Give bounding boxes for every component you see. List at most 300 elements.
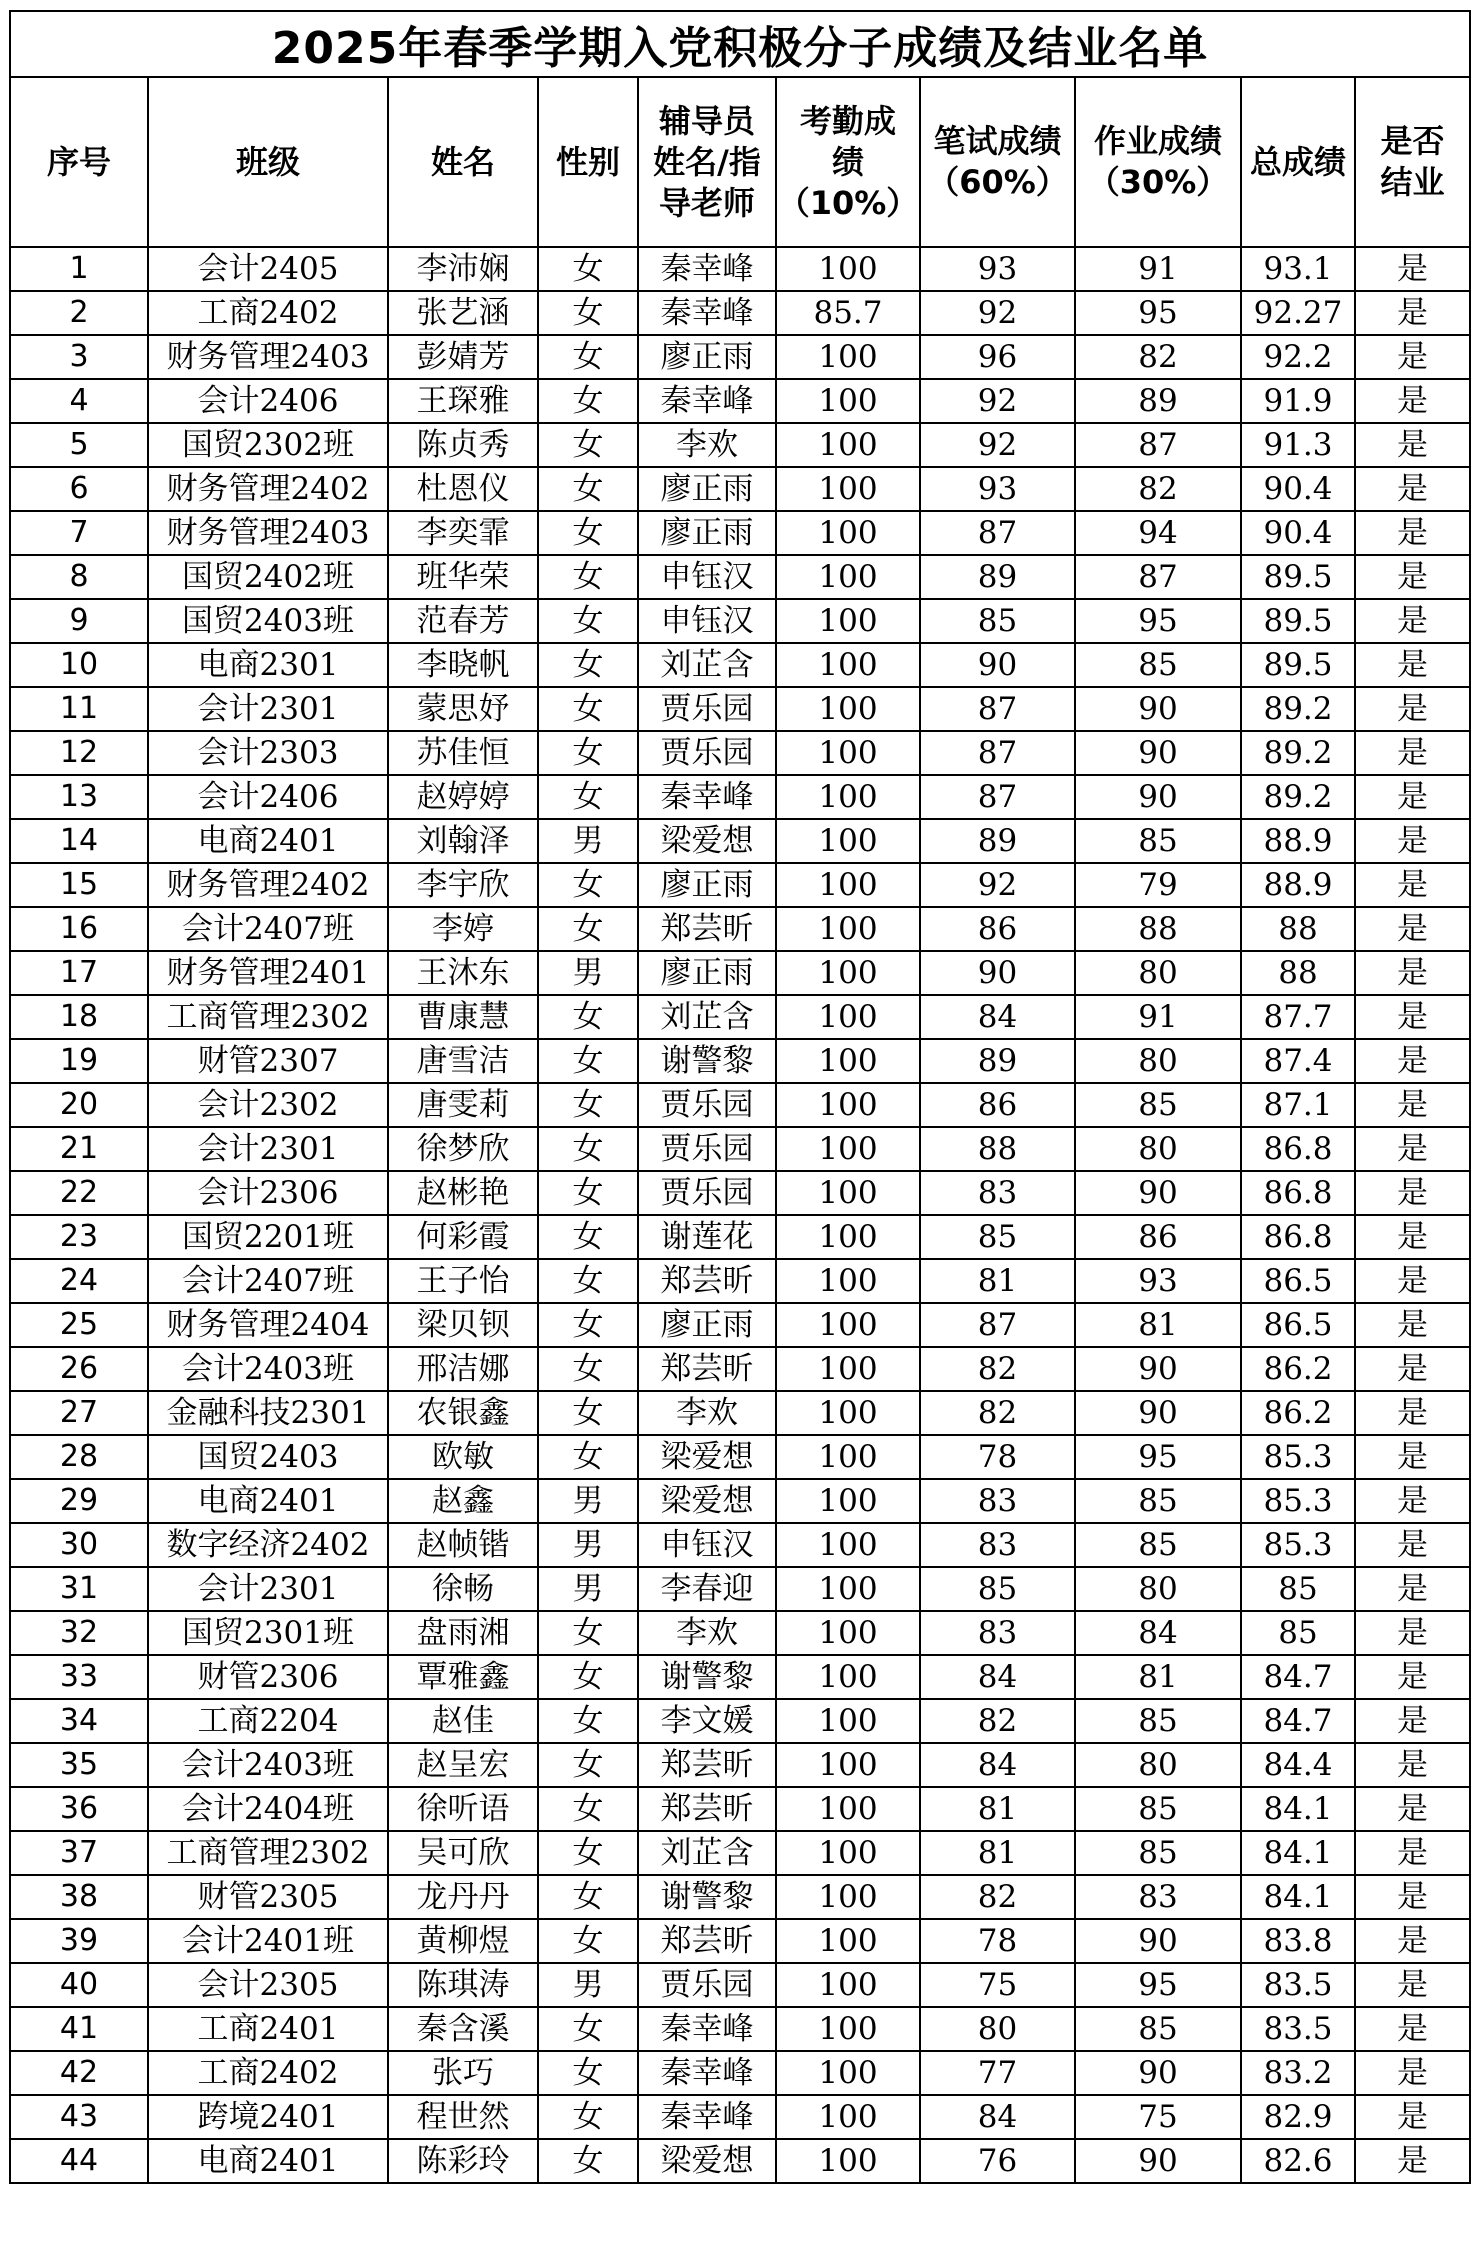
- class-cell: 工商管理2302: [148, 995, 388, 1039]
- table-row: [10, 1831, 1470, 1875]
- homework-cell: 80: [1075, 1039, 1241, 1083]
- homework-cell: 81: [1075, 1303, 1241, 1347]
- gender-cell: 女: [538, 2139, 638, 2183]
- written-cell: 89: [920, 819, 1075, 863]
- gender-cell: 女: [538, 335, 638, 379]
- graduated-cell: 是: [1355, 1391, 1470, 1435]
- gender-cell: 女: [538, 1259, 638, 1303]
- class-cell: 会计2301: [148, 1127, 388, 1171]
- name-cell: 赵鑫: [388, 1479, 538, 1523]
- class-cell: 财管2307: [148, 1039, 388, 1083]
- total-cell: 90.4: [1241, 511, 1355, 555]
- name-cell: 陈彩玲: [388, 2139, 538, 2183]
- name-cell: 陈琪涛: [388, 1963, 538, 2007]
- written-cell: 89: [920, 555, 1075, 599]
- gender-cell: 女: [538, 1039, 638, 1083]
- class-cell: 会计2401班: [148, 1919, 388, 1963]
- class-cell: 数字经济2402: [148, 1523, 388, 1567]
- written-cell: 80: [920, 2007, 1075, 2051]
- header-attendance: [776, 77, 920, 247]
- written-cell: 86: [920, 1083, 1075, 1127]
- homework-cell: 85: [1075, 1083, 1241, 1127]
- total-cell: 85.3: [1241, 1435, 1355, 1479]
- advisor-cell: 李欢: [638, 1611, 776, 1655]
- graduated-cell: 是: [1355, 467, 1470, 511]
- table-row: [10, 335, 1470, 379]
- advisor-cell: 廖正雨: [638, 335, 776, 379]
- class-cell: 会计2302: [148, 1083, 388, 1127]
- header-attendance-line: （10%）: [777, 183, 919, 222]
- table-row: [10, 951, 1470, 995]
- written-cell: 93: [920, 467, 1075, 511]
- table-row: [10, 687, 1470, 731]
- table-row: [10, 2095, 1470, 2139]
- name-cell: 赵婷婷: [388, 775, 538, 819]
- homework-cell: 80: [1075, 1127, 1241, 1171]
- total-cell: 89.5: [1241, 599, 1355, 643]
- header-graduated: [1355, 77, 1470, 247]
- total-cell: 85.3: [1241, 1479, 1355, 1523]
- homework-cell: 75: [1075, 2095, 1241, 2139]
- advisor-cell: 李文媛: [638, 1699, 776, 1743]
- written-cell: 92: [920, 291, 1075, 335]
- name-cell: 程世然: [388, 2095, 538, 2139]
- total-cell: 90.4: [1241, 467, 1355, 511]
- seq-cell: 38: [10, 1875, 148, 1919]
- graduated-cell: 是: [1355, 731, 1470, 775]
- name-cell: 唐雯莉: [388, 1083, 538, 1127]
- advisor-cell: 郑芸昕: [638, 1787, 776, 1831]
- graduated-cell: 是: [1355, 995, 1470, 1039]
- seq-cell: 6: [10, 467, 148, 511]
- table-row: [10, 599, 1470, 643]
- written-cell: 83: [920, 1171, 1075, 1215]
- homework-cell: 85: [1075, 1787, 1241, 1831]
- gender-cell: 女: [538, 247, 638, 291]
- seq-cell: 40: [10, 1963, 148, 2007]
- seq-cell: 9: [10, 599, 148, 643]
- advisor-cell: 申钰汉: [638, 1523, 776, 1567]
- header-attendance-line: 绩: [831, 142, 864, 181]
- graduated-cell: 是: [1355, 687, 1470, 731]
- graduated-cell: 是: [1355, 1699, 1470, 1743]
- class-cell: 财务管理2403: [148, 335, 388, 379]
- attendance-cell: 100: [776, 1655, 920, 1699]
- homework-cell: 84: [1075, 1611, 1241, 1655]
- graduated-cell: 是: [1355, 423, 1470, 467]
- attendance-cell: 100: [776, 1743, 920, 1787]
- class-cell: 会计2403班: [148, 1347, 388, 1391]
- attendance-cell: 100: [776, 335, 920, 379]
- attendance-cell: 100: [776, 951, 920, 995]
- seq-cell: 5: [10, 423, 148, 467]
- seq-cell: 36: [10, 1787, 148, 1831]
- name-cell: 张巧: [388, 2051, 538, 2095]
- graduated-cell: 是: [1355, 599, 1470, 643]
- graduated-cell: 是: [1355, 1083, 1470, 1127]
- attendance-cell: 100: [776, 1303, 920, 1347]
- name-cell: 杜恩仪: [388, 467, 538, 511]
- advisor-cell: 谢警黎: [638, 1039, 776, 1083]
- name-cell: 陈贞秀: [388, 423, 538, 467]
- name-cell: 范春芳: [388, 599, 538, 643]
- gender-cell: 女: [538, 731, 638, 775]
- class-cell: 国贸2403班: [148, 599, 388, 643]
- name-cell: 李奕霏: [388, 511, 538, 555]
- seq-cell: 8: [10, 555, 148, 599]
- class-cell: 会计2407班: [148, 1259, 388, 1303]
- seq-cell: 35: [10, 1743, 148, 1787]
- class-cell: 财务管理2404: [148, 1303, 388, 1347]
- table-row: [10, 995, 1470, 1039]
- written-cell: 78: [920, 1435, 1075, 1479]
- attendance-cell: 100: [776, 423, 920, 467]
- header-graduated-line: 结业: [1380, 163, 1445, 201]
- advisor-cell: 秦幸峰: [638, 379, 776, 423]
- graduated-cell: 是: [1355, 1787, 1470, 1831]
- seq-cell: 20: [10, 1083, 148, 1127]
- seq-cell: 28: [10, 1435, 148, 1479]
- seq-cell: 11: [10, 687, 148, 731]
- advisor-cell: 郑芸昕: [638, 1259, 776, 1303]
- name-cell: 王琛雅: [388, 379, 538, 423]
- advisor-cell: 李欢: [638, 1391, 776, 1435]
- homework-cell: 89: [1075, 379, 1241, 423]
- homework-cell: 91: [1075, 247, 1241, 291]
- homework-cell: 95: [1075, 599, 1241, 643]
- graduated-cell: 是: [1355, 1963, 1470, 2007]
- total-cell: 86.5: [1241, 1259, 1355, 1303]
- seq-cell: 17: [10, 951, 148, 995]
- header-written: [920, 77, 1075, 247]
- total-cell: 85.3: [1241, 1523, 1355, 1567]
- header-homework-line: 作业成绩: [1093, 122, 1222, 160]
- advisor-cell: 谢莲花: [638, 1215, 776, 1259]
- gender-cell: 女: [538, 1347, 638, 1391]
- advisor-cell: 刘芷含: [638, 995, 776, 1039]
- homework-cell: 90: [1075, 1391, 1241, 1435]
- graduated-cell: 是: [1355, 2051, 1470, 2095]
- name-cell: 曹康慧: [388, 995, 538, 1039]
- total-cell: 87.7: [1241, 995, 1355, 1039]
- name-cell: 赵呈宏: [388, 1743, 538, 1787]
- total-cell: 92.27: [1241, 291, 1355, 335]
- name-cell: 李宇欣: [388, 863, 538, 907]
- total-cell: 86.2: [1241, 1347, 1355, 1391]
- graduated-cell: 是: [1355, 907, 1470, 951]
- header-graduated-line: 是否: [1380, 122, 1445, 160]
- table-row: [10, 819, 1470, 863]
- advisor-cell: 李春迎: [638, 1567, 776, 1611]
- class-cell: 国贸2302班: [148, 423, 388, 467]
- seq-cell: 41: [10, 2007, 148, 2051]
- advisor-cell: 梁爱想: [638, 819, 776, 863]
- table-row: [10, 1699, 1470, 1743]
- attendance-cell: 100: [776, 1699, 920, 1743]
- name-cell: 李晓帆: [388, 643, 538, 687]
- seq-cell: 18: [10, 995, 148, 1039]
- advisor-cell: 郑芸昕: [638, 1919, 776, 1963]
- advisor-cell: 秦幸峰: [638, 2095, 776, 2139]
- attendance-cell: 100: [776, 1391, 920, 1435]
- graduated-cell: 是: [1355, 2007, 1470, 2051]
- homework-cell: 90: [1075, 731, 1241, 775]
- attendance-cell: 100: [776, 1919, 920, 1963]
- written-cell: 89: [920, 1039, 1075, 1083]
- class-cell: 会计2306: [148, 1171, 388, 1215]
- advisor-cell: 申钰汉: [638, 555, 776, 599]
- table-row: [10, 1875, 1470, 1919]
- score-sheet: [9, 10, 1469, 2184]
- gender-cell: 女: [538, 1435, 638, 1479]
- seq-cell: 14: [10, 819, 148, 863]
- graduated-cell: 是: [1355, 775, 1470, 819]
- table-row: [10, 1039, 1470, 1083]
- attendance-cell: 100: [776, 1963, 920, 2007]
- class-cell: 国贸2201班: [148, 1215, 388, 1259]
- homework-cell: 85: [1075, 1831, 1241, 1875]
- class-cell: 电商2301: [148, 643, 388, 687]
- gender-cell: 男: [538, 1567, 638, 1611]
- advisor-cell: 郑芸昕: [638, 907, 776, 951]
- header-advisor-line: 导老师: [658, 183, 755, 222]
- header-written-line: （60%）: [927, 163, 1068, 201]
- written-cell: 88: [920, 1127, 1075, 1171]
- advisor-cell: 贾乐园: [638, 1083, 776, 1127]
- advisor-cell: 李欢: [638, 423, 776, 467]
- table-row: [10, 1435, 1470, 1479]
- name-cell: 覃雅鑫: [388, 1655, 538, 1699]
- table-row: [10, 291, 1470, 335]
- homework-cell: 88: [1075, 907, 1241, 951]
- table-row: [10, 1083, 1470, 1127]
- table-row: [10, 1215, 1470, 1259]
- attendance-cell: 100: [776, 819, 920, 863]
- graduated-cell: 是: [1355, 643, 1470, 687]
- graduated-cell: 是: [1355, 1259, 1470, 1303]
- header-class: [148, 77, 388, 247]
- homework-cell: 94: [1075, 511, 1241, 555]
- graduated-cell: 是: [1355, 1655, 1470, 1699]
- class-cell: 会计2404班: [148, 1787, 388, 1831]
- written-cell: 90: [920, 643, 1075, 687]
- written-cell: 96: [920, 335, 1075, 379]
- attendance-cell: 100: [776, 907, 920, 951]
- name-cell: 赵彬艳: [388, 1171, 538, 1215]
- seq-cell: 7: [10, 511, 148, 555]
- table-row: [10, 1259, 1470, 1303]
- class-cell: 国贸2301班: [148, 1611, 388, 1655]
- name-cell: 何彩霞: [388, 1215, 538, 1259]
- graduated-cell: 是: [1355, 951, 1470, 995]
- graduated-cell: 是: [1355, 1435, 1470, 1479]
- name-cell: 蒙思妤: [388, 687, 538, 731]
- homework-cell: 82: [1075, 467, 1241, 511]
- seq-cell: 32: [10, 1611, 148, 1655]
- seq-cell: 43: [10, 2095, 148, 2139]
- advisor-cell: 秦幸峰: [638, 775, 776, 819]
- homework-cell: 90: [1075, 687, 1241, 731]
- attendance-cell: 100: [776, 379, 920, 423]
- table-row: [10, 1919, 1470, 1963]
- attendance-cell: 100: [776, 2007, 920, 2051]
- advisor-cell: 郑芸昕: [638, 1347, 776, 1391]
- homework-cell: 79: [1075, 863, 1241, 907]
- seq-cell: 16: [10, 907, 148, 951]
- gender-cell: 女: [538, 1127, 638, 1171]
- table-row: [10, 775, 1470, 819]
- total-cell: 82.9: [1241, 2095, 1355, 2139]
- total-cell: 86.8: [1241, 1127, 1355, 1171]
- table-body: [10, 247, 1470, 2183]
- advisor-cell: 梁爱想: [638, 2139, 776, 2183]
- written-cell: 81: [920, 1787, 1075, 1831]
- advisor-cell: 贾乐园: [638, 731, 776, 775]
- gender-cell: 女: [538, 1215, 638, 1259]
- gender-cell: 男: [538, 819, 638, 863]
- class-cell: 财务管理2401: [148, 951, 388, 995]
- graduated-cell: 是: [1355, 819, 1470, 863]
- total-cell: 92.2: [1241, 335, 1355, 379]
- name-cell: 秦含溪: [388, 2007, 538, 2051]
- written-cell: 82: [920, 1347, 1075, 1391]
- advisor-cell: 贾乐园: [638, 1963, 776, 2007]
- class-cell: 会计2403班: [148, 1743, 388, 1787]
- table-row: [10, 1391, 1470, 1435]
- class-cell: 电商2401: [148, 1479, 388, 1523]
- attendance-cell: 100: [776, 467, 920, 511]
- table-row: [10, 555, 1470, 599]
- homework-cell: 90: [1075, 1171, 1241, 1215]
- gender-cell: 女: [538, 1611, 638, 1655]
- name-cell: 赵佳: [388, 1699, 538, 1743]
- written-cell: 93: [920, 247, 1075, 291]
- written-cell: 92: [920, 379, 1075, 423]
- homework-cell: 90: [1075, 1347, 1241, 1391]
- total-cell: 89.5: [1241, 643, 1355, 687]
- advisor-cell: 刘芷含: [638, 643, 776, 687]
- graduated-cell: 是: [1355, 379, 1470, 423]
- written-cell: 81: [920, 1259, 1075, 1303]
- homework-cell: 85: [1075, 1523, 1241, 1567]
- class-cell: 国贸2402班: [148, 555, 388, 599]
- attendance-cell: 100: [776, 1875, 920, 1919]
- total-cell: 83.5: [1241, 1963, 1355, 2007]
- gender-cell: 女: [538, 467, 638, 511]
- total-cell: 84.1: [1241, 1787, 1355, 1831]
- seq-cell: 30: [10, 1523, 148, 1567]
- advisor-cell: 廖正雨: [638, 467, 776, 511]
- name-cell: 刘翰泽: [388, 819, 538, 863]
- seq-cell: 21: [10, 1127, 148, 1171]
- advisor-cell: 廖正雨: [638, 863, 776, 907]
- header-homework: [1075, 77, 1241, 247]
- homework-cell: 95: [1075, 1435, 1241, 1479]
- attendance-cell: 85.7: [776, 291, 920, 335]
- graduated-cell: 是: [1355, 1523, 1470, 1567]
- gender-cell: 女: [538, 995, 638, 1039]
- seq-cell: 12: [10, 731, 148, 775]
- homework-cell: 85: [1075, 1699, 1241, 1743]
- graduated-cell: 是: [1355, 1171, 1470, 1215]
- header-homework-line: （30%）: [1087, 163, 1229, 201]
- results-table: [9, 10, 1471, 2184]
- total-cell: 87.1: [1241, 1083, 1355, 1127]
- table-row: [10, 1787, 1470, 1831]
- written-cell: 84: [920, 1743, 1075, 1787]
- header-advisor-line: 姓名/指: [653, 142, 761, 181]
- written-cell: 87: [920, 731, 1075, 775]
- total-cell: 89.2: [1241, 775, 1355, 819]
- gender-cell: 女: [538, 1875, 638, 1919]
- advisor-cell: 秦幸峰: [638, 291, 776, 335]
- header-seq-line: 序号: [46, 142, 111, 181]
- gender-cell: 男: [538, 1479, 638, 1523]
- homework-cell: 80: [1075, 1743, 1241, 1787]
- gender-cell: 女: [538, 599, 638, 643]
- written-cell: 81: [920, 1831, 1075, 1875]
- gender-cell: 男: [538, 951, 638, 995]
- gender-cell: 男: [538, 1963, 638, 2007]
- written-cell: 84: [920, 995, 1075, 1039]
- class-cell: 会计2305: [148, 1963, 388, 2007]
- graduated-cell: 是: [1355, 247, 1470, 291]
- name-cell: 梁贝钡: [388, 1303, 538, 1347]
- name-cell: 邢洁娜: [388, 1347, 538, 1391]
- total-cell: 83.2: [1241, 2051, 1355, 2095]
- seq-cell: 13: [10, 775, 148, 819]
- written-cell: 78: [920, 1919, 1075, 1963]
- graduated-cell: 是: [1355, 335, 1470, 379]
- written-cell: 87: [920, 511, 1075, 555]
- graduated-cell: 是: [1355, 1743, 1470, 1787]
- total-cell: 83.8: [1241, 1919, 1355, 1963]
- seq-cell: 15: [10, 863, 148, 907]
- gender-cell: 女: [538, 2095, 638, 2139]
- class-cell: 会计2407班: [148, 907, 388, 951]
- total-cell: 88.9: [1241, 819, 1355, 863]
- total-cell: 86.8: [1241, 1171, 1355, 1215]
- graduated-cell: 是: [1355, 1215, 1470, 1259]
- gender-cell: 女: [538, 1171, 638, 1215]
- total-cell: 84.1: [1241, 1831, 1355, 1875]
- graduated-cell: 是: [1355, 555, 1470, 599]
- gender-cell: 女: [538, 2051, 638, 2095]
- advisor-cell: 谢警黎: [638, 1655, 776, 1699]
- attendance-cell: 100: [776, 1215, 920, 1259]
- total-cell: 89.2: [1241, 731, 1355, 775]
- class-cell: 跨境2401: [148, 2095, 388, 2139]
- seq-cell: 37: [10, 1831, 148, 1875]
- attendance-cell: 100: [776, 1567, 920, 1611]
- attendance-cell: 100: [776, 863, 920, 907]
- total-cell: 84.4: [1241, 1743, 1355, 1787]
- table-row: [10, 731, 1470, 775]
- name-cell: 李婷: [388, 907, 538, 951]
- advisor-cell: 贾乐园: [638, 687, 776, 731]
- header-total: [1241, 77, 1355, 247]
- header-name-line: 姓名: [430, 142, 495, 181]
- seq-cell: 2: [10, 291, 148, 335]
- advisor-cell: 梁爱想: [638, 1479, 776, 1523]
- total-cell: 85: [1241, 1567, 1355, 1611]
- homework-cell: 87: [1075, 555, 1241, 599]
- gender-cell: 女: [538, 775, 638, 819]
- table-row: [10, 1963, 1470, 2007]
- seq-cell: 27: [10, 1391, 148, 1435]
- attendance-cell: 100: [776, 1083, 920, 1127]
- attendance-cell: 100: [776, 775, 920, 819]
